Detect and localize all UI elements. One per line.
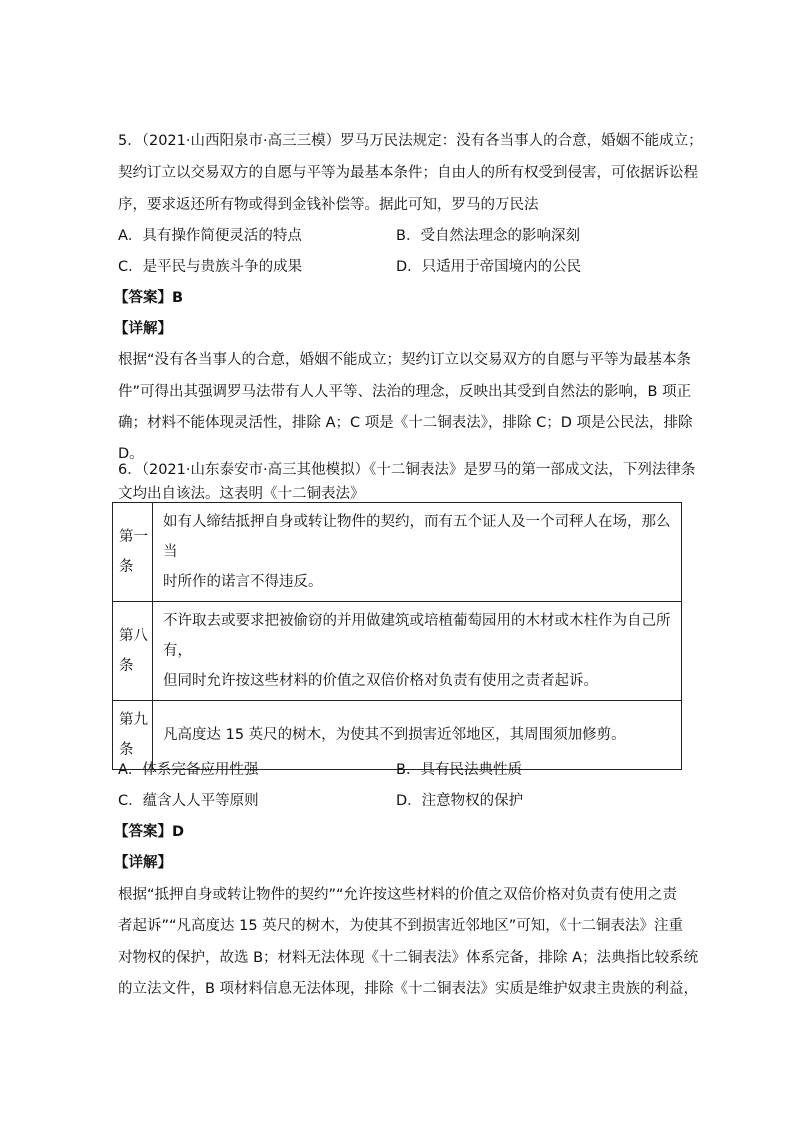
q5-detail-line-4: D。 bbox=[118, 446, 144, 462]
article-text-line: 时所作的诺言不得违反。 bbox=[163, 574, 323, 590]
article-number-cell bbox=[113, 503, 153, 602]
table-row bbox=[113, 503, 682, 602]
q6-detail-line-4: 的立法文件，B 项材料信息无法体现，排除《十二铜表法》实质是维护奴隶主贵族的利益， bbox=[118, 981, 699, 997]
q5-option-d: D．只适用于帝国境内的公民 bbox=[396, 259, 582, 275]
article-number-line: 第九 bbox=[119, 712, 148, 728]
q5-detail-line-1: 根据“没有各当事人的合意，婚姻不能成立；契约订立以交易双方的自愿与平等为最基本条 bbox=[118, 352, 692, 368]
q5-stem-line-1: 5．（2021·山西阳泉市·高三三模）罗马万民法规定：没有各当事人的合意，婚姻不能成立； bbox=[118, 133, 703, 149]
law-articles-table bbox=[112, 502, 682, 770]
article-text-cell bbox=[153, 503, 682, 602]
q6-detail-line-3: 对物权的保护，故选 B；材料无法体现《十二铜表法》体系完备，排除 A；法典指比较系统 bbox=[118, 950, 699, 966]
q5-detail-line-3: 确；材料不能体现灵活性，排除 A；C 项是《十二铜表法》，排除 C；D 项是公民法，排除 bbox=[118, 415, 693, 431]
article-text-line: 凡高度达 15 英尺的树木，为使其不到损害近邻地区，其周围须加修剪。 bbox=[163, 727, 626, 743]
q6-detail-line-2: 者起诉”“凡高度达 15 英尺的树木，为使其不到损害近邻地区”可知，《十二铜表法》注重 bbox=[118, 918, 683, 934]
q6-option-c: C．蕴含人人平等原则 bbox=[118, 793, 259, 809]
q5-answer: 【答案】B bbox=[114, 290, 184, 306]
q6-stem-line-1: 6．（2021·山东泰安市·高三其他模拟）《十二铜表法》是罗马的第一部成文法，下列法律条 bbox=[118, 462, 696, 478]
article-number-cell bbox=[113, 602, 153, 701]
article-number-line: 条 bbox=[119, 742, 134, 758]
article-text-line: 但同时允许按这些材料的价值之双倍价格对负责有使用之责者起诉。 bbox=[163, 673, 598, 689]
article-text-cell bbox=[153, 602, 682, 701]
q5-option-c: C．是平民与贵族斗争的成果 bbox=[118, 259, 303, 275]
article-number-line: 第八 bbox=[119, 628, 148, 644]
article-number-line: 条 bbox=[119, 658, 134, 674]
article-number-line: 第一 bbox=[119, 529, 148, 545]
q5-option-a: A．具有操作简便灵活的特点 bbox=[118, 228, 302, 244]
article-text-line: 不许取去或要求把被偷窃的并用做建筑或培植葡萄园用的木材或木柱作为自己所有， bbox=[163, 613, 671, 659]
q6-option-a: A．体系完备应用性强 bbox=[118, 762, 259, 778]
q6-option-b: B．具有民法典性质 bbox=[396, 762, 522, 778]
q6-option-d: D．注意物权的保护 bbox=[396, 793, 524, 809]
q5-stem-line-3: 序，要求返还所有物或得到金钱补偿等。据此可知，罗马的万民法 bbox=[118, 197, 539, 213]
table-row bbox=[113, 602, 682, 701]
q5-stem-line-2: 契约订立以交易双方的自愿与平等为最基本条件；自由人的所有权受到侵害，可依据诉讼程 bbox=[118, 165, 698, 181]
q6-answer: 【答案】D bbox=[114, 824, 185, 840]
q6-stem-line-2: 文均出自该法。这表明《十二铜表法》 bbox=[118, 486, 365, 502]
article-text-line: 如有人缔结抵押自身或转让物件的契约，而有五个证人及一个司秤人在场，那么当 bbox=[163, 514, 671, 560]
article-number-line: 条 bbox=[119, 559, 134, 575]
q6-detail-line-1: 根据“抵押自身或转让物件的契约”“允许按这些材料的价值之双倍价格对负责有使用之责 bbox=[118, 887, 678, 903]
q5-option-b: B．受自然法理念的影响深刻 bbox=[396, 228, 580, 244]
q5-detail-label: 【详解】 bbox=[114, 321, 172, 337]
q6-detail-label: 【详解】 bbox=[114, 855, 172, 871]
q5-detail-line-2: 件”可得出其强调罗马法带有人人平等、法治的理念，反映出其受到自然法的影响，B 项正 bbox=[118, 384, 692, 400]
